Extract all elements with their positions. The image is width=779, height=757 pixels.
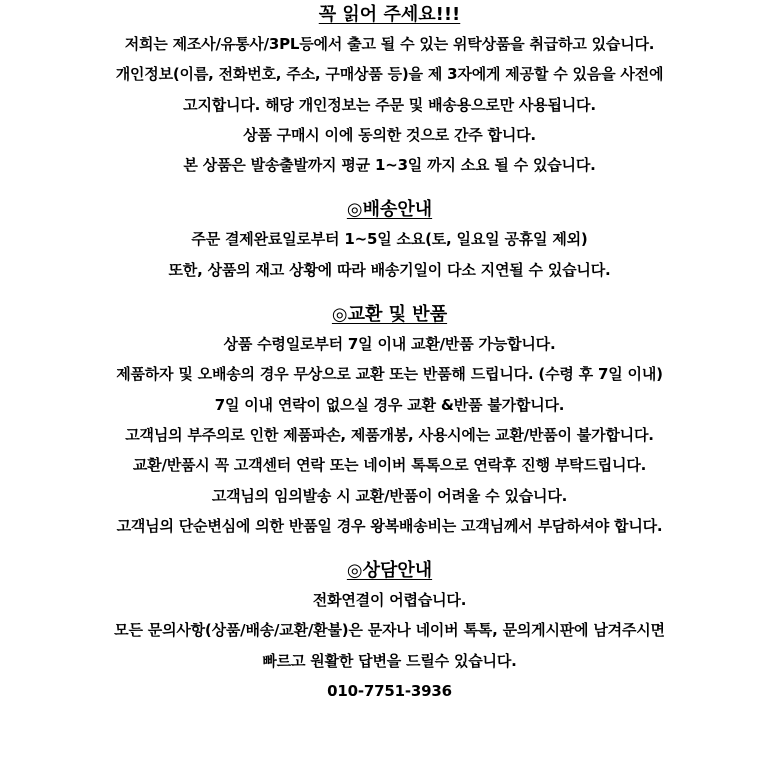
notice-line: 전화연결이 어렵습니다. [312, 591, 467, 610]
notice-line: 개인정보(이름, 전화번호, 주소, 구매상품 등)을 제 3자에게 제공할 수 있음을 사전에 [115, 65, 664, 84]
notice-line: 제품하자 및 오배송의 경우 무상으로 교환 또는 반품해 드립니다. (수령 후 7일 이내) [116, 365, 663, 384]
section-heading-must-read: 꼭 읽어 주세요!!! [318, 4, 461, 25]
section-shipping [0, 196, 779, 285]
section-gap [0, 285, 779, 301]
section-exchange-return [0, 301, 779, 541]
notice-line: 본 상품은 발송출발까지 평균 1~3일 까지 소요 될 수 있습니다. [183, 156, 596, 175]
section-gap [0, 541, 779, 557]
notice-line: 또한, 상품의 재고 상황에 따라 배송기일이 다소 지연될 수 있습니다. [168, 260, 611, 279]
notice-line: 빠르고 원활한 답변을 드릴수 있습니다. [262, 651, 517, 670]
section-gap [0, 180, 779, 196]
notice-line: 고객님의 부주의로 인한 제품파손, 제품개봉, 사용시에는 교환/반품이 불가합니다. [125, 425, 654, 444]
notice-line: 고객님의 단순변심에 의한 반품일 경우 왕복배송비는 고객님께서 부담하셔야 합니다. [116, 516, 663, 535]
notice-line: 고지합니다. 해당 개인정보는 주문 및 배송용으로만 사용됩니다. [183, 95, 596, 114]
section-must-read [0, 1, 779, 180]
section-consultation [0, 557, 779, 706]
notice-line: 상품 수령일로부터 7일 이내 교환/반품 가능합니다. [223, 335, 556, 354]
phone-number: 010-7751-3936 [327, 682, 452, 701]
section-heading-exchange-return: ◎교환 및 반품 [331, 304, 448, 326]
notice-line: 상품 구매시 이에 동의한 것으로 간주 합니다. [243, 125, 536, 144]
notice-line: 고객님의 임의발송 시 교환/반품이 어려울 수 있습니다. [211, 486, 568, 505]
section-heading-consultation: ◎상담안내 [346, 560, 433, 582]
section-heading-shipping: ◎배송안내 [346, 199, 433, 221]
notice-line: 저희는 제조사/유통사/3PL등에서 출고 될 수 있는 위탁상품을 취급하고 있습니다. [124, 35, 655, 53]
notice-line: 모든 문의사항(상품/배송/교환/환불)은 문자나 네이버 톡톡, 문의게시판에 남겨주시면 [114, 621, 665, 640]
notice-line: 교환/반품시 꼭 고객센터 연락 또는 네이버 톡톡으로 연락후 진행 부탁드립니다. [132, 456, 647, 475]
notice-line: 주문 결제완료일로부터 1~5일 소요(토, 일요일 공휴일 제외) [191, 230, 588, 249]
notice-line: 7일 이내 연락이 없으실 경우 교환 &반품 불가합니다. [214, 395, 565, 414]
